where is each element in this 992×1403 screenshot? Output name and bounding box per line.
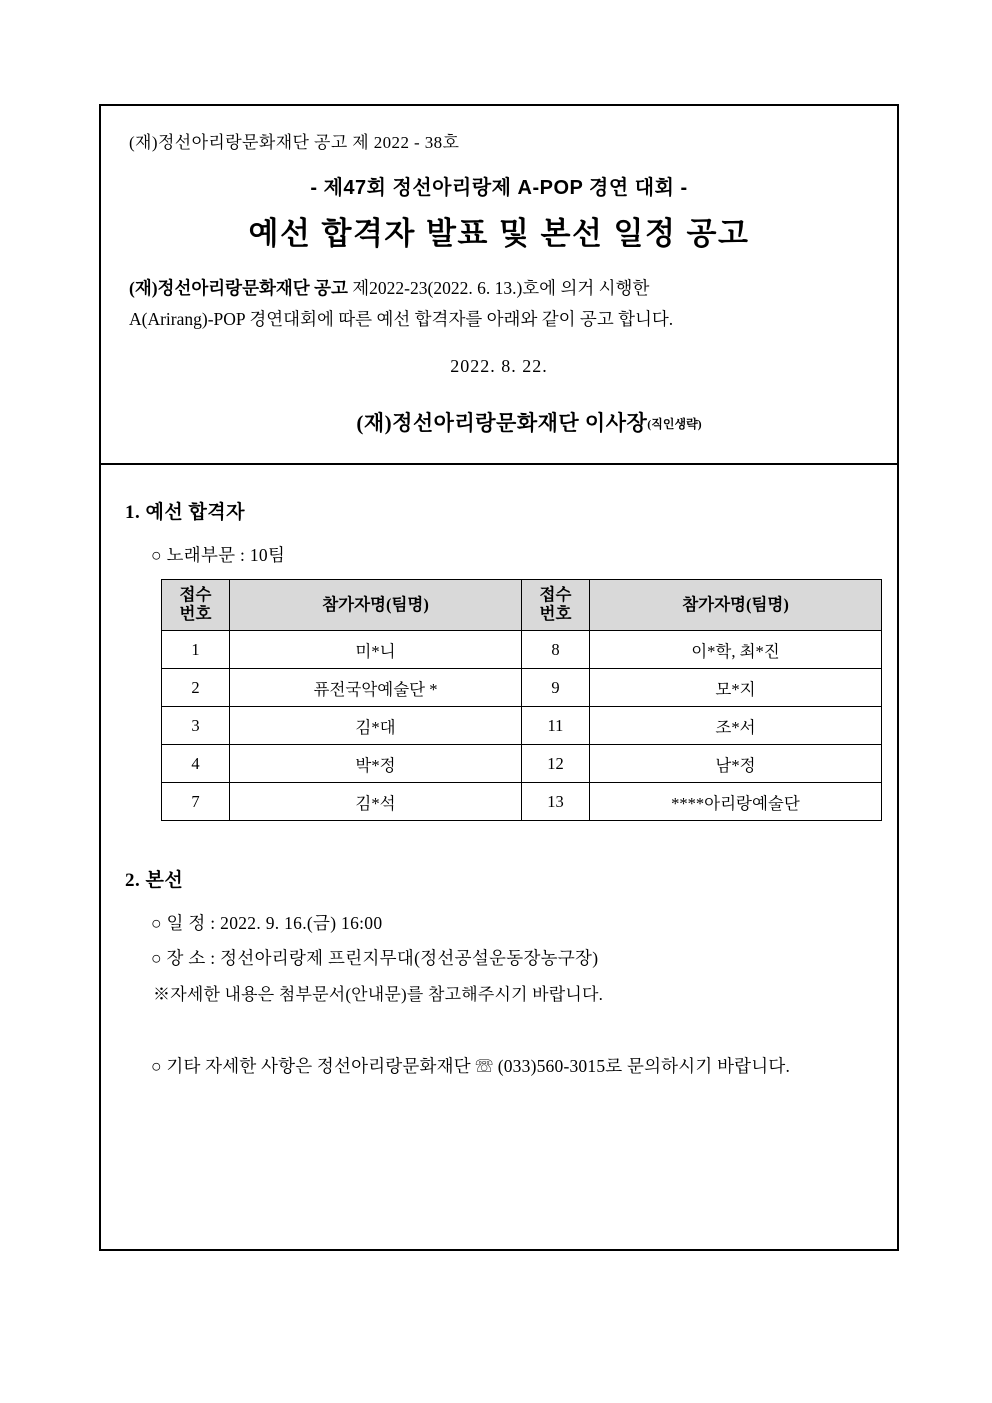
notice-number: (재)정선아리랑문화재단 공고 제 2022 - 38호 bbox=[129, 133, 460, 152]
signer-line bbox=[129, 407, 869, 437]
document-body bbox=[101, 465, 897, 1088]
cell-name: ****아리랑예술단 bbox=[590, 783, 882, 821]
cell-number: 4 bbox=[162, 745, 230, 783]
cell-number: 2 bbox=[162, 669, 230, 707]
schedule-label: ○ 일 정 : bbox=[151, 913, 216, 934]
header-text-line2: 번호 bbox=[179, 604, 212, 624]
attachment-note: ※자세한 내용은 첨부문서(안내문)를 참고해주시기 바랍니다. bbox=[153, 985, 604, 1005]
cell-name: 미*니 bbox=[230, 631, 522, 669]
column-header-number-left bbox=[162, 580, 230, 631]
cell-name: 조*서 bbox=[590, 707, 882, 745]
contact-line: ○ 기타 자세한 사항은 정선아리랑문화재단 ☏ (033)560-3015로 문의하시기 바랍니다. bbox=[151, 1056, 791, 1077]
title-subtitle: - 제47회 정선아리랑제 A-POP 경연 대회 - bbox=[310, 177, 688, 199]
document-header bbox=[101, 106, 897, 465]
seal-omitted-note: (직인생략) bbox=[647, 417, 702, 432]
schedule-line bbox=[151, 910, 867, 935]
section-1-bullet: ○ 노래부문 : 10팀 bbox=[151, 545, 286, 566]
table-row bbox=[162, 631, 882, 669]
table-row bbox=[162, 745, 882, 783]
signer-name: (재)정선아리랑문화재단 이사장 bbox=[356, 411, 648, 436]
cell-number: 7 bbox=[162, 783, 230, 821]
cell-number: 1 bbox=[162, 631, 230, 669]
column-header-name-left: 참가자명(팀명) bbox=[230, 580, 522, 631]
column-header-number-right bbox=[522, 580, 590, 631]
table-row bbox=[162, 783, 882, 821]
schedule-value: 2022. 9. 16.(금) 16:00 bbox=[220, 913, 383, 934]
cell-number: 3 bbox=[162, 707, 230, 745]
cell-name: 남*정 bbox=[590, 745, 882, 783]
header-text-line2: 번호 bbox=[539, 604, 572, 624]
table-row bbox=[162, 707, 882, 745]
header-text-line1: 접수 bbox=[539, 585, 572, 605]
intro-bold-lead: (재)정선아리랑문화재단 공고 bbox=[129, 278, 348, 298]
cell-number: 8 bbox=[522, 631, 590, 669]
intro-line1-rest: 제2022-23(2022. 6. 13.)호에 의거 시행한 bbox=[352, 278, 650, 298]
page-title: 예선 합격자 발표 및 본선 일정 공고 bbox=[248, 216, 750, 251]
table-body bbox=[162, 631, 882, 821]
place-label: ○ 장 소 : bbox=[151, 948, 216, 969]
cell-name: 퓨전국악예술단 * bbox=[230, 669, 522, 707]
cell-number: 9 bbox=[522, 669, 590, 707]
winners-table bbox=[161, 579, 882, 821]
intro-line2: A(Arirang)-POP 경연대회에 따른 예선 합격자를 아래와 같이 공고 합니다. bbox=[129, 308, 674, 329]
cell-number: 11 bbox=[522, 707, 590, 745]
notice-date: 2022. 8. 22. bbox=[450, 356, 548, 377]
cell-name: 모*지 bbox=[590, 669, 882, 707]
section-1-heading: 1. 예선 합격자 bbox=[125, 502, 246, 524]
cell-name: 김*석 bbox=[230, 783, 522, 821]
place-line bbox=[151, 945, 867, 970]
section-2-heading: 2. 본선 bbox=[125, 870, 184, 892]
intro-paragraph bbox=[129, 273, 869, 334]
cell-number: 13 bbox=[522, 783, 590, 821]
document-page bbox=[99, 104, 899, 1251]
table-row bbox=[162, 669, 882, 707]
cell-number: 12 bbox=[522, 745, 590, 783]
column-header-name-right: 참가자명(팀명) bbox=[590, 580, 882, 631]
cell-name: 이*학, 최*진 bbox=[590, 631, 882, 669]
header-text-line1: 접수 bbox=[179, 585, 212, 605]
cell-name: 박*정 bbox=[230, 745, 522, 783]
cell-name: 김*대 bbox=[230, 707, 522, 745]
table-header-row bbox=[162, 580, 882, 631]
place-value: 정선아리랑제 프린지무대(정선공설운동장농구장) bbox=[220, 948, 599, 969]
